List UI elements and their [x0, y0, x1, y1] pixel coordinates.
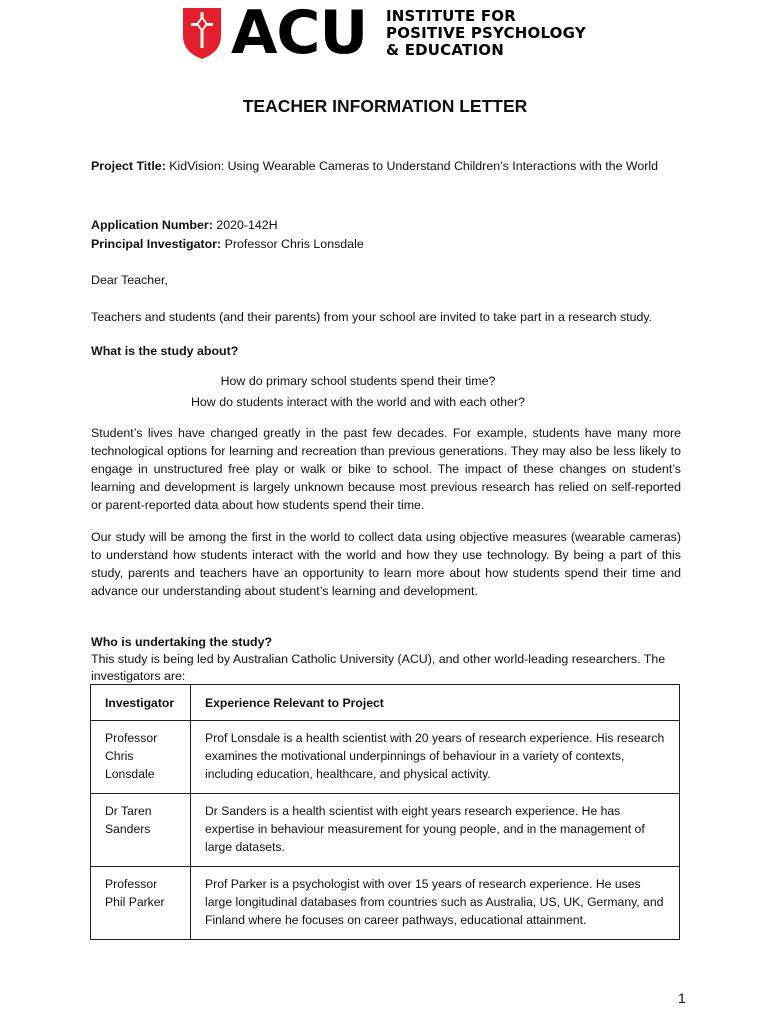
- question-2: How do students interact with the world and with each other?: [190, 395, 526, 409]
- acu-wordmark: ACU: [231, 0, 368, 68]
- investigator-experience: Dr Sanders is a health scientist with eight years research experience. He has expertise in behaviour measurement for young people, and in the management of large datasets.: [191, 794, 680, 867]
- table-row: [91, 867, 680, 940]
- principal-investigator: Principal Investigator: Professor Chris Lonsdale: [91, 237, 364, 251]
- header-investigator: Investigator: [91, 685, 191, 721]
- question-1: How do primary school students spend their time?: [220, 374, 496, 388]
- investigator-name: Professor Phil Parker: [91, 867, 191, 940]
- paragraph-2: Our study will be among the first in the world to collect data using objective measures (wearable cameras) to understand how students interact with the world and how they use technology. By being a part of this study, parents and teachers have an opportunity to learn more about how students spend their time and advance our understanding about student’s learning and development.: [91, 530, 681, 598]
- investigator-name: Dr Taren Sanders: [91, 794, 191, 867]
- who-heading: Who is undertaking the study?: [91, 635, 273, 649]
- table-row: [91, 794, 680, 867]
- investigator-name: Professor Chris Lonsdale: [91, 721, 191, 794]
- investigators-table: [90, 684, 680, 940]
- investigator-experience: Prof Parker is a psychologist with over 15 years of research experience. He uses large longitudinal databases from countries such as Australia, US, UK, Germany, and Finland where he focuses on career pathways, educational attainment.: [191, 867, 680, 940]
- intro-text: Teachers and students (and their parents) from your school are invited to take part in a research study.: [91, 310, 653, 324]
- investigator-experience: Prof Lonsdale is a health scientist with 20 years of research experience. His research examines the motivational underpinnings of behaviour in a variety of contexts, including education, healthcare, and physical activity.: [191, 721, 680, 794]
- document-title: TEACHER INFORMATION LETTER: [242, 96, 528, 116]
- institute-name: INSTITUTE FOR POSITIVE PSYCHOLOGY & EDUCATION: [386, 7, 586, 59]
- who-text: This study is being led by Australian Catholic University (ACU), and other world-leading researchers. The investigators are:: [91, 652, 666, 683]
- about-heading: What is the study about?: [91, 344, 239, 358]
- application-number: Application Number: 2020-142H: [91, 218, 278, 232]
- project-title: Project Title: KidVision: Using Wearable Cameras to Understand Children’s Interactions with the World: [91, 159, 659, 173]
- page-number: 1: [678, 990, 686, 1006]
- table-header-row: [91, 685, 680, 721]
- table-row: [91, 721, 680, 794]
- header-experience: Experience Relevant to Project: [191, 685, 680, 721]
- acu-shield-icon: [181, 6, 223, 60]
- greeting: Dear Teacher,: [91, 273, 168, 287]
- logo-header: [181, 0, 601, 68]
- paragraph-1: Student’s lives have changed greatly in the past few decades. For example, students have many more technological options for learning and recreation than previous generations. They may also be less likely to engage in unstructured free play or walk or bike to school. The impact of these changes on student’s learning and development is largely unknown because most previous research has relied on self-reported or parent-reported data about how students spend their time.: [91, 426, 681, 512]
